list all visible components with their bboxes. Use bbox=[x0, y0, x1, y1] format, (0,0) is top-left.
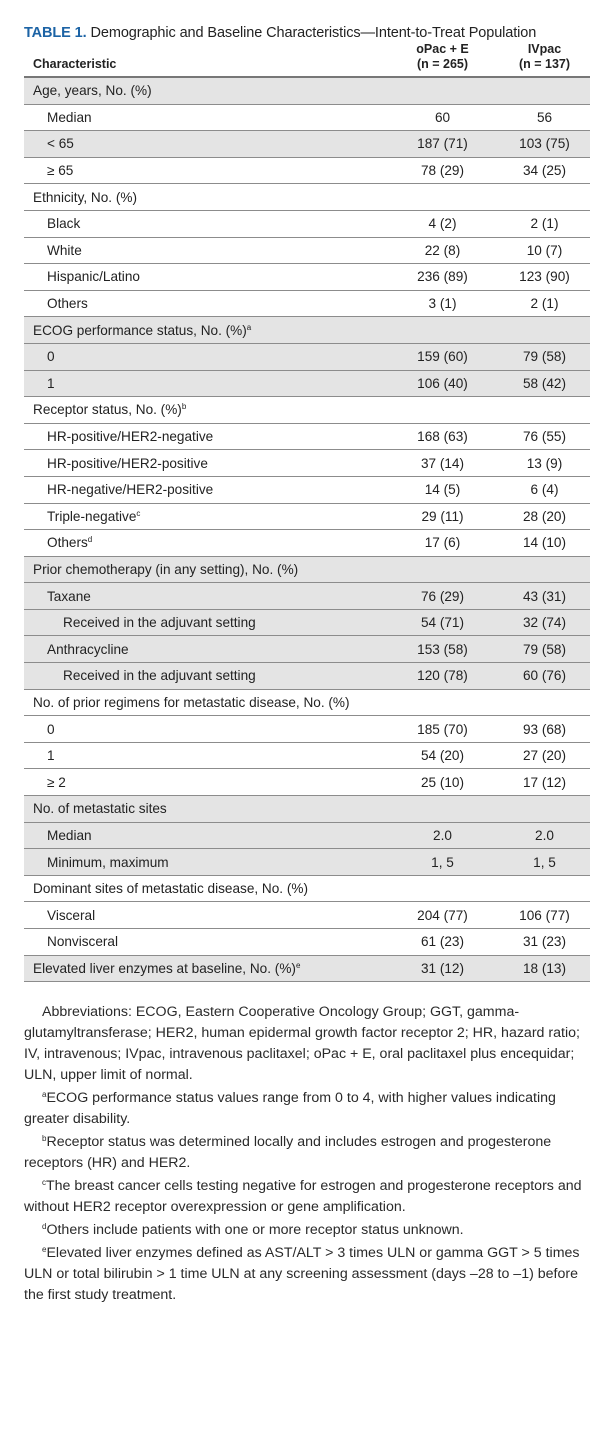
footnote bbox=[24, 1220, 590, 1241]
cell-opac-e: 31 (12) bbox=[386, 955, 499, 982]
table-section-row bbox=[24, 556, 590, 583]
row-label-text: Triple-negative bbox=[47, 508, 137, 524]
row-label bbox=[24, 450, 386, 477]
footnote bbox=[24, 1132, 590, 1174]
row-label bbox=[24, 104, 386, 131]
table-section-row bbox=[24, 955, 590, 982]
footnote-text: The breast cancer cells testing negative for estrogen and progesterone receptors and without HER2 receptor overexpression or gene amplification. bbox=[24, 1178, 582, 1216]
table-section-row bbox=[24, 875, 590, 902]
footnote-marker: c bbox=[136, 508, 141, 518]
cell-opac-e: 120 (78) bbox=[386, 663, 499, 690]
row-label-text: ≥ 2 bbox=[47, 774, 66, 790]
cell-ivpac bbox=[499, 689, 590, 716]
footnote-marker: c bbox=[42, 1178, 46, 1188]
table-row bbox=[24, 210, 590, 237]
cell-ivpac: 103 (75) bbox=[499, 131, 590, 158]
cell-opac-e: 187 (71) bbox=[386, 131, 499, 158]
table-row bbox=[24, 902, 590, 929]
cell-opac-e: 54 (71) bbox=[386, 609, 499, 636]
cell-ivpac bbox=[499, 77, 590, 104]
table-section-row bbox=[24, 317, 590, 344]
cell-opac-e: 168 (63) bbox=[386, 423, 499, 450]
row-label bbox=[24, 875, 386, 902]
cell-ivpac: 32 (74) bbox=[499, 609, 590, 636]
table-footnotes bbox=[24, 1002, 590, 1306]
header-ivpac-n: (n = 137) bbox=[518, 57, 571, 71]
row-label bbox=[24, 343, 386, 370]
header-ivpac-name: IVpac bbox=[527, 42, 562, 56]
cell-opac-e: 54 (20) bbox=[386, 742, 499, 769]
row-label-text: No. of metastatic sites bbox=[33, 801, 167, 817]
row-label-text: No. of prior regimens for metastatic disease, No. (%) bbox=[33, 694, 350, 710]
table-row bbox=[24, 264, 590, 291]
table-row bbox=[24, 290, 590, 317]
table-label: TABLE 1. bbox=[24, 25, 87, 41]
row-label-text: Others bbox=[47, 296, 88, 312]
row-label-text: HR-positive/HER2-positive bbox=[47, 455, 208, 471]
header-opac-e-n: (n = 265) bbox=[416, 57, 469, 71]
cell-opac-e: 76 (29) bbox=[386, 583, 499, 610]
cell-ivpac: 79 (58) bbox=[499, 636, 590, 663]
cell-ivpac: 6 (4) bbox=[499, 476, 590, 503]
row-label-text: Black bbox=[47, 216, 81, 232]
row-label bbox=[24, 689, 386, 716]
row-label-text: Nonvisceral bbox=[47, 934, 119, 950]
row-label bbox=[24, 796, 386, 823]
cell-ivpac: 27 (20) bbox=[499, 742, 590, 769]
row-label-text: HR-negative/HER2-positive bbox=[47, 482, 214, 498]
cell-ivpac: 18 (13) bbox=[499, 955, 590, 982]
row-label bbox=[24, 237, 386, 264]
cell-ivpac: 79 (58) bbox=[499, 343, 590, 370]
cell-opac-e: 1, 5 bbox=[386, 849, 499, 876]
table-section-row bbox=[24, 689, 590, 716]
cell-ivpac bbox=[499, 397, 590, 424]
cell-opac-e: 17 (6) bbox=[386, 530, 499, 557]
cell-ivpac: 2 (1) bbox=[499, 210, 590, 237]
header-opac-e-name: oPac + E bbox=[416, 42, 469, 56]
cell-ivpac bbox=[499, 317, 590, 344]
cell-opac-e bbox=[386, 689, 499, 716]
cell-ivpac: 28 (20) bbox=[499, 503, 590, 530]
table-row bbox=[24, 157, 590, 184]
table-row bbox=[24, 450, 590, 477]
row-label bbox=[24, 503, 386, 530]
table-body bbox=[24, 77, 590, 982]
row-label bbox=[24, 583, 386, 610]
row-label-text: Received in the adjuvant setting bbox=[63, 668, 256, 684]
cell-opac-e: 25 (10) bbox=[386, 769, 499, 796]
footnote bbox=[24, 1243, 590, 1306]
footnote-text: Receptor status was determined locally and includes estrogen and progesterone receptors (HR) and HER2. bbox=[24, 1134, 552, 1172]
header-characteristic: Characteristic bbox=[24, 42, 386, 77]
cell-opac-e bbox=[386, 796, 499, 823]
table-row bbox=[24, 237, 590, 264]
row-label bbox=[24, 902, 386, 929]
table-row bbox=[24, 769, 590, 796]
footnote-marker: e bbox=[42, 1245, 47, 1255]
cell-ivpac: 2 (1) bbox=[499, 290, 590, 317]
cell-ivpac: 106 (77) bbox=[499, 902, 590, 929]
table-row bbox=[24, 636, 590, 663]
table-row bbox=[24, 530, 590, 557]
cell-opac-e: 61 (23) bbox=[386, 929, 499, 956]
footnote-marker: e bbox=[295, 960, 301, 970]
footnote-text: Elevated liver enzymes defined as AST/ALT > 3 times ULN or gamma GGT > 5 times ULN or total bilirubin > 1 time ULN at any screening assessment (days –28 to –1) before the first study treatment. bbox=[24, 1245, 580, 1304]
footnote-text: Abbreviations: ECOG, Eastern Cooperative Oncology Group; GGT, gamma-glutamyltransferase; HER2, human epidermal growth factor receptor 2; HR, hazard ratio; IV, intravenous; IVpac, intravenous paclitaxel; oPac + E, oral paclitaxel plus encequidar; ULN, upper limit of normal. bbox=[24, 1004, 580, 1084]
row-label bbox=[24, 290, 386, 317]
cell-ivpac: 76 (55) bbox=[499, 423, 590, 450]
cell-opac-e: 153 (58) bbox=[386, 636, 499, 663]
cell-ivpac bbox=[499, 556, 590, 583]
cell-opac-e: 29 (11) bbox=[386, 503, 499, 530]
cell-ivpac: 60 (76) bbox=[499, 663, 590, 690]
row-label bbox=[24, 476, 386, 503]
cell-ivpac: 14 (10) bbox=[499, 530, 590, 557]
table-row bbox=[24, 822, 590, 849]
table-caption bbox=[0, 0, 614, 42]
row-label bbox=[24, 131, 386, 158]
row-label bbox=[24, 157, 386, 184]
footnote-text: Others include patients with one or more receptor status unknown. bbox=[46, 1222, 464, 1239]
header-ivpac bbox=[499, 42, 590, 77]
row-label-text: 1 bbox=[47, 375, 55, 391]
table-row bbox=[24, 104, 590, 131]
row-label bbox=[24, 609, 386, 636]
table-section-row bbox=[24, 184, 590, 211]
row-label-text: Hispanic/Latino bbox=[47, 269, 140, 285]
footnote-text: ECOG performance status values range from 0 to 4, with higher values indicating greater disability. bbox=[24, 1090, 556, 1128]
cell-ivpac: 93 (68) bbox=[499, 716, 590, 743]
cell-opac-e bbox=[386, 397, 499, 424]
row-label-text: Elevated liver enzymes at baseline, No. (%) bbox=[33, 960, 296, 976]
cell-opac-e bbox=[386, 77, 499, 104]
cell-ivpac: 13 (9) bbox=[499, 450, 590, 477]
row-label-text: White bbox=[47, 242, 82, 258]
table-row bbox=[24, 663, 590, 690]
table-row bbox=[24, 609, 590, 636]
row-label-text: ECOG performance status, No. (%) bbox=[33, 322, 247, 338]
table-section-row bbox=[24, 397, 590, 424]
cell-opac-e: 22 (8) bbox=[386, 237, 499, 264]
row-label-text: Median bbox=[47, 827, 92, 843]
row-label bbox=[24, 849, 386, 876]
cell-ivpac bbox=[499, 796, 590, 823]
row-label-text: 0 bbox=[47, 349, 55, 365]
cell-opac-e: 159 (60) bbox=[386, 343, 499, 370]
cell-opac-e: 3 (1) bbox=[386, 290, 499, 317]
row-label-text: Ethnicity, No. (%) bbox=[33, 189, 137, 205]
table-row bbox=[24, 476, 590, 503]
row-label bbox=[24, 184, 386, 211]
row-label-text: 1 bbox=[47, 748, 55, 764]
row-label bbox=[24, 370, 386, 397]
table-row bbox=[24, 716, 590, 743]
row-label-text: Others bbox=[47, 535, 88, 551]
row-label-text: Dominant sites of metastatic disease, No. (%) bbox=[33, 881, 309, 897]
footnote-marker: b bbox=[181, 402, 187, 412]
cell-opac-e: 78 (29) bbox=[386, 157, 499, 184]
table-row bbox=[24, 131, 590, 158]
cell-opac-e: 4 (2) bbox=[386, 210, 499, 237]
cell-ivpac: 10 (7) bbox=[499, 237, 590, 264]
footnote bbox=[24, 1176, 590, 1218]
footnote bbox=[24, 1002, 590, 1086]
cell-ivpac: 2.0 bbox=[499, 822, 590, 849]
footnote-marker: d bbox=[87, 535, 93, 545]
cell-opac-e: 60 bbox=[386, 104, 499, 131]
cell-ivpac: 123 (90) bbox=[499, 264, 590, 291]
row-label bbox=[24, 210, 386, 237]
row-label-text: Median bbox=[47, 109, 92, 125]
cell-opac-e: 2.0 bbox=[386, 822, 499, 849]
row-label bbox=[24, 636, 386, 663]
table-row bbox=[24, 423, 590, 450]
row-label-text: Visceral bbox=[47, 907, 96, 923]
table-row bbox=[24, 742, 590, 769]
row-label bbox=[24, 397, 386, 424]
footnote-marker: a bbox=[246, 322, 252, 332]
table-row bbox=[24, 929, 590, 956]
table-row bbox=[24, 849, 590, 876]
footnote bbox=[24, 1088, 590, 1130]
row-label-text: Prior chemotherapy (in any setting), No. (%) bbox=[33, 561, 299, 577]
cell-ivpac: 31 (23) bbox=[499, 929, 590, 956]
cell-opac-e: 37 (14) bbox=[386, 450, 499, 477]
cell-opac-e bbox=[386, 317, 499, 344]
row-label bbox=[24, 264, 386, 291]
row-label-text: Age, years, No. (%) bbox=[33, 83, 152, 99]
row-label bbox=[24, 929, 386, 956]
row-label bbox=[24, 742, 386, 769]
row-label-text: 0 bbox=[47, 721, 55, 737]
cell-opac-e: 236 (89) bbox=[386, 264, 499, 291]
cell-ivpac: 17 (12) bbox=[499, 769, 590, 796]
row-label bbox=[24, 556, 386, 583]
row-label bbox=[24, 530, 386, 557]
table-row bbox=[24, 370, 590, 397]
cell-ivpac bbox=[499, 875, 590, 902]
cell-ivpac: 1, 5 bbox=[499, 849, 590, 876]
table-section-row bbox=[24, 796, 590, 823]
row-label-text: < 65 bbox=[47, 136, 74, 152]
row-label bbox=[24, 955, 386, 982]
row-label bbox=[24, 769, 386, 796]
cell-ivpac: 56 bbox=[499, 104, 590, 131]
row-label-text: ≥ 65 bbox=[47, 163, 74, 179]
header-opac-e bbox=[386, 42, 499, 77]
row-label-text: Anthracycline bbox=[47, 641, 129, 657]
table-title: Demographic and Baseline Characteristics—Intent-to-Treat Population bbox=[90, 25, 537, 41]
cell-opac-e: 14 (5) bbox=[386, 476, 499, 503]
footnote-marker: b bbox=[42, 1134, 47, 1144]
row-label-text: Minimum, maximum bbox=[47, 854, 169, 870]
baseline-characteristics-table bbox=[24, 42, 590, 982]
footnote-marker: d bbox=[42, 1222, 47, 1232]
footnote-marker: a bbox=[42, 1090, 47, 1100]
table-section-row bbox=[24, 77, 590, 104]
table-header-row bbox=[24, 42, 590, 77]
cell-ivpac: 34 (25) bbox=[499, 157, 590, 184]
row-label-text: HR-positive/HER2-negative bbox=[47, 429, 214, 445]
table-row bbox=[24, 343, 590, 370]
table-row bbox=[24, 583, 590, 610]
cell-opac-e: 106 (40) bbox=[386, 370, 499, 397]
cell-ivpac bbox=[499, 184, 590, 211]
cell-ivpac: 43 (31) bbox=[499, 583, 590, 610]
cell-opac-e: 204 (77) bbox=[386, 902, 499, 929]
row-label bbox=[24, 716, 386, 743]
cell-opac-e: 185 (70) bbox=[386, 716, 499, 743]
table-row bbox=[24, 503, 590, 530]
row-label bbox=[24, 317, 386, 344]
cell-opac-e bbox=[386, 184, 499, 211]
cell-opac-e bbox=[386, 556, 499, 583]
row-label bbox=[24, 423, 386, 450]
row-label bbox=[24, 822, 386, 849]
row-label-text: Received in the adjuvant setting bbox=[63, 615, 256, 631]
cell-opac-e bbox=[386, 875, 499, 902]
row-label bbox=[24, 77, 386, 104]
row-label-text: Taxane bbox=[47, 588, 91, 604]
cell-ivpac: 58 (42) bbox=[499, 370, 590, 397]
row-label-text: Receptor status, No. (%) bbox=[33, 402, 182, 418]
row-label bbox=[24, 663, 386, 690]
